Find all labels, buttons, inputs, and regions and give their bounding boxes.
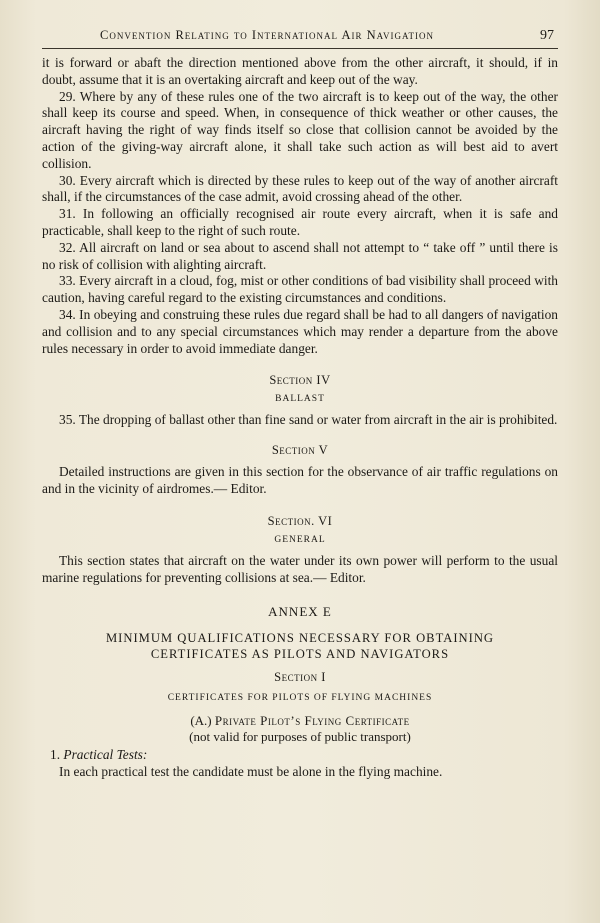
item-number: 1. [50, 747, 61, 763]
section-5-text: Detailed instructions are given in this section for the observance of air traffic regulations on and in the vicinity of airdromes.— Editor. [42, 464, 558, 496]
annex-title [42, 630, 558, 662]
certificate-title [42, 713, 558, 729]
section-6-heading: Section. VI [267, 513, 333, 528]
section-6-subheading: GENERAL [274, 534, 326, 545]
section-5-heading: Section V [271, 443, 329, 458]
item-label: Practical Tests: [63, 747, 148, 763]
annex-title-line-2: CERTIFICATES AS PILOTS AND NAVIGATORS [150, 647, 450, 662]
section-6-text: This section states that aircraft on the water under its own power will perform to the usual marine regulations for preventing collisions at sea.— Editor. [42, 552, 558, 585]
rule-30: 30. Every aircraft which is directed by these rules to keep out of the way of another aircraft shall, if the circumstances of the case admit, avoid crossing ahead of the other. [42, 172, 558, 205]
running-title: Convention Relating to International Air Navigation [100, 28, 434, 42]
annex-title-line-1: MINIMUM QUALIFICATIONS NECESSARY FOR OBTAINING [105, 631, 495, 646]
paragraph-continued: it is forward or abaft the direction mentioned above from the other aircraft, it should, if in doubt, assume that it is an overtaking aircraft and keep out of the way. [42, 55, 558, 87]
annex-section-heading: Section I [274, 670, 326, 685]
rule-34: 34. In obeying and construing these rules due regard shall be had to all dangers of navigation and collision and to any special circumstances which may render a departure from the above rules necessary in order to avoid immediate danger. [42, 306, 558, 356]
certificate-prefix: (A.) [190, 713, 212, 729]
rule-31: 31. In following an officially recognised air route every aircraft, when it is safe and practicable, shall keep to the right of such route. [42, 206, 558, 238]
page-number: 97 [540, 28, 554, 43]
annex-section-subheading: CERTIFICATES FOR PILOTS OF FLYING MACHINES [167, 693, 433, 704]
certificate-note: (not valid for purposes of public transport) [189, 729, 411, 745]
rule-32: 32. All aircraft on land or sea about to ascend shall not attempt to “ take off ” until there is no risk of collision with alighting aircraft. [42, 239, 558, 272]
rule-29: 29. Where by any of these rules one of the two aircraft is to keep out of the way, the other shall keep its course and speed. When, in consequence of thick weather or other causes, the aircraft having the right of way finds itself so close that collision cannot be avoided by the action of the giving-way aircraft alone, it shall take such action as will best aid to avert collision. [42, 88, 558, 171]
rule-33: 33. Every aircraft in a cloud, fog, mist or other conditions of bad visibility shall proceed with caution, having careful regard to the existing circumstances and conditions. [42, 273, 558, 306]
annex-heading: ANNEX E [268, 604, 332, 620]
practical-tests-label [42, 747, 558, 764]
section-4-heading: Section IV [269, 373, 331, 388]
rule-35: 35. The dropping of ballast other than fine sand or water from aircraft in the air is prohibited. [59, 412, 558, 428]
running-header [42, 28, 558, 49]
section-4-subheading: BALLAST [275, 394, 325, 405]
practical-tests-text: In each practical test the candidate must be alone in the flying machine. [59, 764, 443, 780]
certificate-name: Private Pilot’s Flying Certificate [214, 713, 410, 729]
